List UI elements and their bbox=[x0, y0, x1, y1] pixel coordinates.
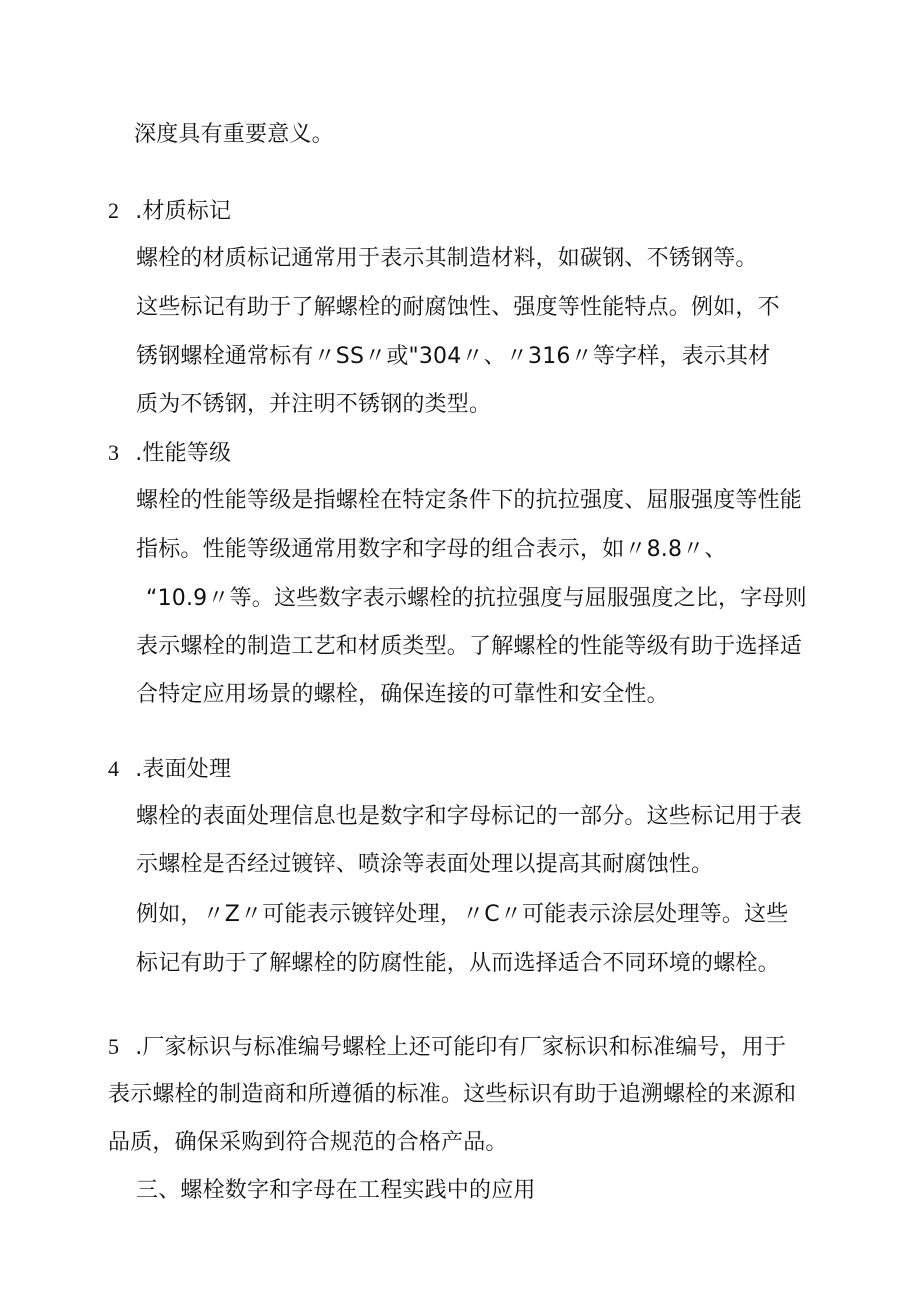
paragraph-line: “10.9〃等。这些数字表示螺栓的抗拉强度与屈服强度之比，字母则 bbox=[146, 586, 807, 611]
section-title: .厂家标识与标准编号螺栓上还可能印有厂家标识和标准编号，用于 bbox=[135, 1035, 787, 1060]
paragraph-line: 品质，确保采购到符合规范的合格产品。 bbox=[108, 1130, 508, 1155]
section-heading bbox=[108, 1036, 786, 1059]
section-number: 3 bbox=[108, 440, 120, 465]
intro-line: 深度具有重要意义。 bbox=[134, 122, 334, 147]
paragraph-line: 锈钢螺栓通常标有〃SS〃或"304〃、〃316〃等字样，表示其材 bbox=[136, 344, 771, 369]
section-number: 5 bbox=[108, 1034, 120, 1059]
section-title: .性能等级 bbox=[135, 441, 232, 466]
paragraph-line: 指标。性能等级通常用数字和字母的组合表示，如〃8.8〃、 bbox=[136, 537, 727, 562]
paragraph-line: 表示螺栓的制造工艺和材质类型。了解螺栓的性能等级有助于选择适 bbox=[136, 634, 803, 659]
paragraph-line: 质为不锈钢，并注明不锈钢的类型。 bbox=[136, 392, 492, 417]
paragraph-line: 表示螺栓的制造商和所遵循的标准。这些标识有助于追溯螺栓的来源和 bbox=[108, 1082, 797, 1107]
paragraph-line: 螺栓的性能等级是指螺栓在特定条件下的抗拉强度、屈服强度等性能 bbox=[136, 488, 803, 513]
section-number: 4 bbox=[108, 756, 120, 781]
section-title: .材质标记 bbox=[135, 199, 232, 224]
section-title: .表面处理 bbox=[135, 757, 232, 782]
section-heading bbox=[108, 200, 231, 223]
section-heading bbox=[108, 442, 231, 465]
paragraph-line: 这些标记有助于了解螺栓的耐腐蚀性、强度等性能特点。例如，不 bbox=[136, 295, 780, 320]
paragraph-line: 示螺栓是否经过镀锌、喷涂等表面处理以提高其耐腐蚀性。 bbox=[136, 852, 714, 877]
paragraph-line: 合特定应用场景的螺栓，确保连接的可靠性和安全性。 bbox=[136, 682, 669, 707]
paragraph-line: 标记有助于了解螺栓的防腐性能，从而选择适合不同环境的螺栓。 bbox=[136, 951, 780, 976]
section-heading bbox=[108, 758, 231, 781]
paragraph-line: 螺栓的表面处理信息也是数字和字母标记的一部分。这些标记用于表 bbox=[136, 804, 803, 829]
chapter-heading: 三、螺栓数字和字母在工程实践中的应用 bbox=[136, 1178, 536, 1203]
paragraph-line: 例如，〃Z〃可能表示镀锌处理，〃C〃可能表示涂层处理等。这些 bbox=[136, 902, 789, 927]
paragraph-line: 螺栓的材质标记通常用于表示其制造材料，如碳钢、不锈钢等。 bbox=[136, 246, 758, 271]
section-number: 2 bbox=[108, 198, 120, 223]
